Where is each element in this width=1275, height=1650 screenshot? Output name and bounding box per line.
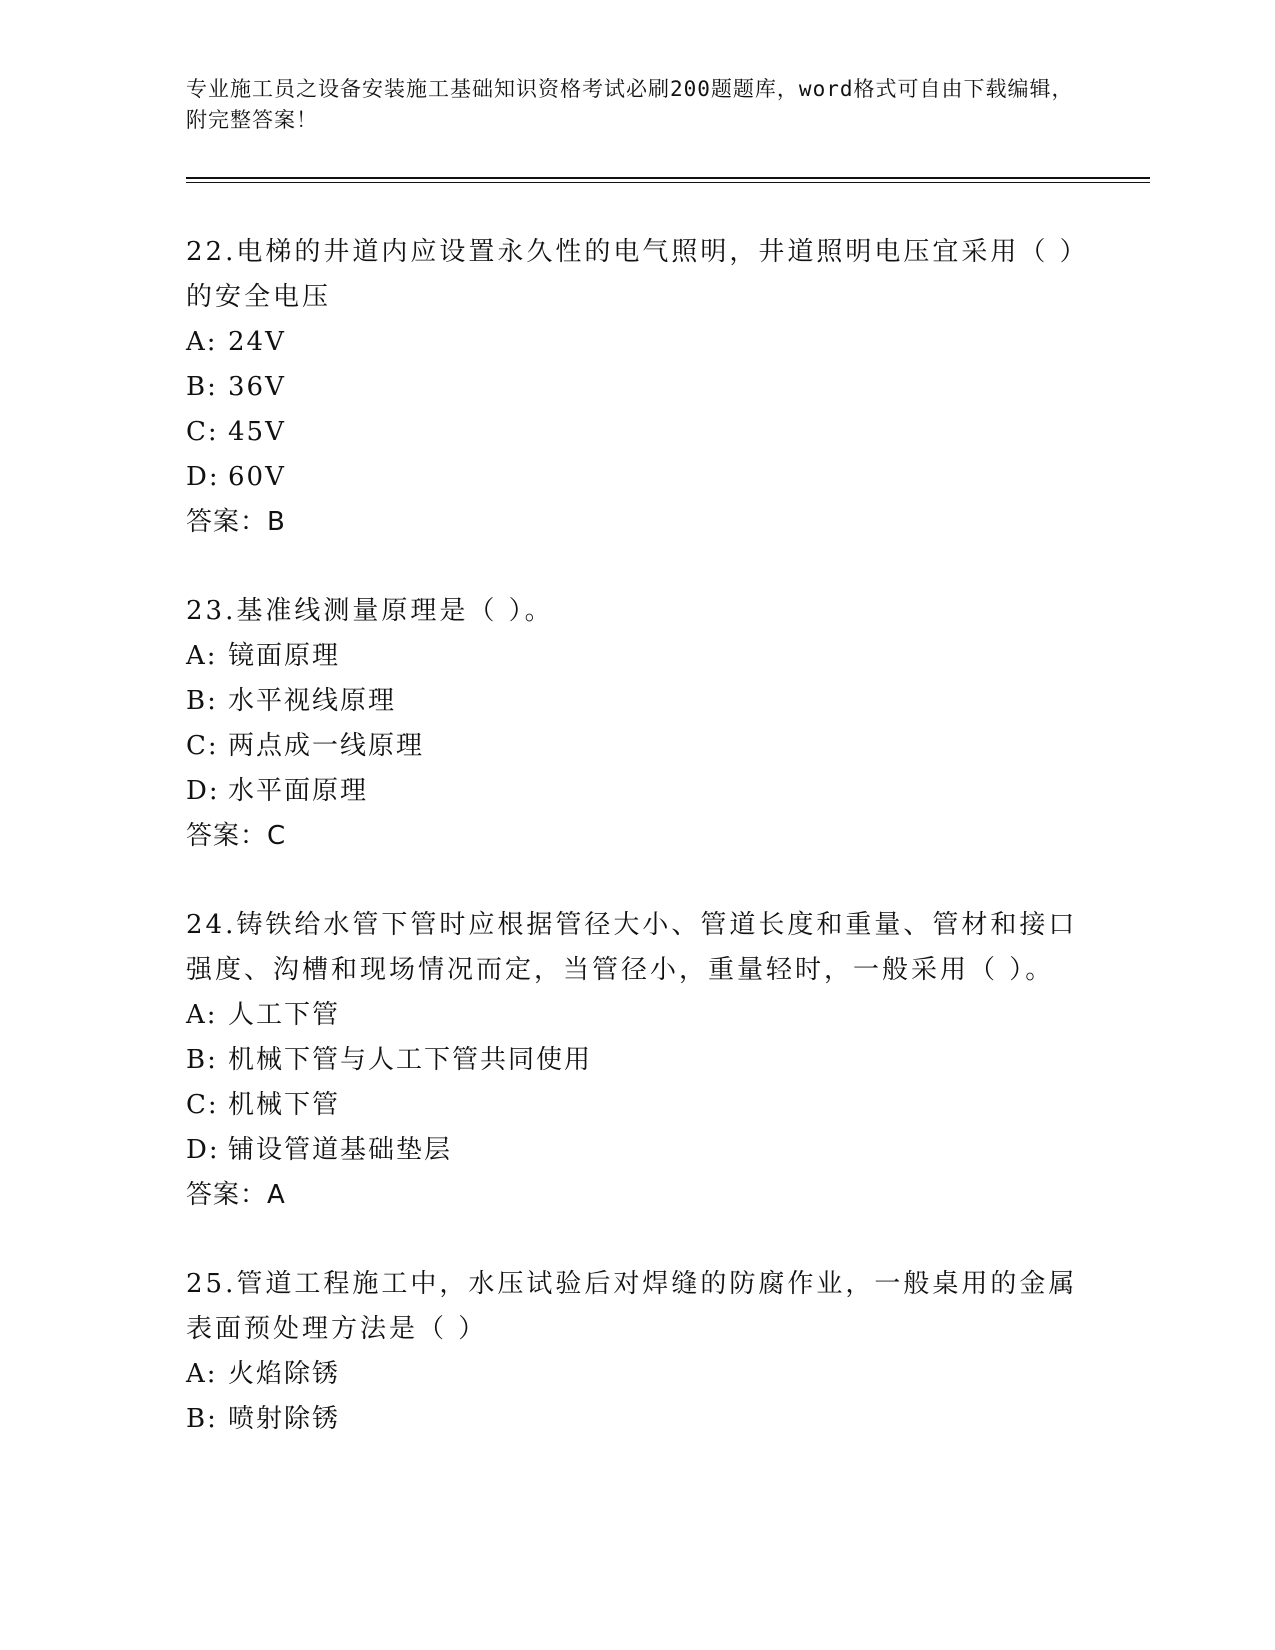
question-23 xyxy=(186,589,1086,859)
answer-line: 答案：A xyxy=(186,1180,286,1210)
option-text: 镜面原理 xyxy=(228,641,341,671)
question-24 xyxy=(186,903,1086,1218)
option-text: 机械下管 xyxy=(228,1090,341,1120)
option-text: 60V xyxy=(228,462,286,492)
option-c xyxy=(186,1083,1086,1128)
option-a xyxy=(186,634,1086,679)
option-label: B: xyxy=(186,1404,218,1434)
header-divider xyxy=(186,177,1150,183)
option-label: D: xyxy=(186,1135,220,1165)
option-text: 45V xyxy=(228,417,286,447)
option-a xyxy=(186,993,1086,1038)
question-text: 22.电梯的井道内应设置永久性的电气照明，井道照明电压宜采用（ ）的安全电压 xyxy=(186,237,1076,312)
option-b xyxy=(186,1038,1086,1083)
option-label: D: xyxy=(186,776,220,806)
question-22 xyxy=(186,230,1086,545)
option-c xyxy=(186,410,1086,455)
answer-line: 答案：B xyxy=(186,507,286,537)
question-text: 24.铸铁给水管下管时应根据管径大小、管道长度和重量、管材和接口强度、沟槽和现场情况而定，当管径小，重量轻时，一般采用（ ）。 xyxy=(186,910,1078,985)
option-label: C: xyxy=(186,731,219,761)
option-label: C: xyxy=(186,1090,219,1120)
option-text: 36V xyxy=(228,372,286,402)
option-text: 铺设管道基础垫层 xyxy=(228,1135,453,1165)
question-text: 25.管道工程施工中，水压试验后对焊缝的防腐作业，一般桌用的金属表面预处理方法是（ ） xyxy=(186,1269,1078,1344)
option-a xyxy=(186,320,1086,365)
option-label: B: xyxy=(186,372,218,402)
option-text: 火焰除锈 xyxy=(228,1359,341,1389)
question-list xyxy=(186,230,1086,1486)
option-label: D: xyxy=(186,462,220,492)
option-d xyxy=(186,769,1086,814)
option-text: 水平视线原理 xyxy=(228,686,397,716)
option-text: 24V xyxy=(228,327,286,357)
option-text: 水平面原理 xyxy=(228,776,369,806)
option-text: 机械下管与人工下管共同使用 xyxy=(228,1045,593,1075)
answer-line: 答案：C xyxy=(186,821,287,851)
header-text: 专业施工员之设备安装施工基础知识资格考试必刷200题题库，word格式可自由下载编辑，附完整答案！ xyxy=(186,77,1074,132)
question-25 xyxy=(186,1262,1086,1442)
option-label: A: xyxy=(186,1000,218,1030)
option-label: A: xyxy=(186,327,218,357)
option-c xyxy=(186,724,1086,769)
option-text: 两点成一线原理 xyxy=(228,731,425,761)
option-b xyxy=(186,365,1086,410)
option-b xyxy=(186,679,1086,724)
option-label: A: xyxy=(186,641,218,671)
option-text: 喷射除锈 xyxy=(228,1404,341,1434)
option-text: 人工下管 xyxy=(228,1000,341,1030)
option-label: B: xyxy=(186,1045,218,1075)
question-text: 23.基准线测量原理是（ ）。 xyxy=(186,596,554,626)
option-d xyxy=(186,455,1086,500)
document-header xyxy=(186,74,1086,136)
option-b xyxy=(186,1397,1086,1442)
option-label: A: xyxy=(186,1359,218,1389)
option-label: C: xyxy=(186,417,219,447)
option-d xyxy=(186,1128,1086,1173)
option-label: B: xyxy=(186,686,218,716)
option-a xyxy=(186,1352,1086,1397)
